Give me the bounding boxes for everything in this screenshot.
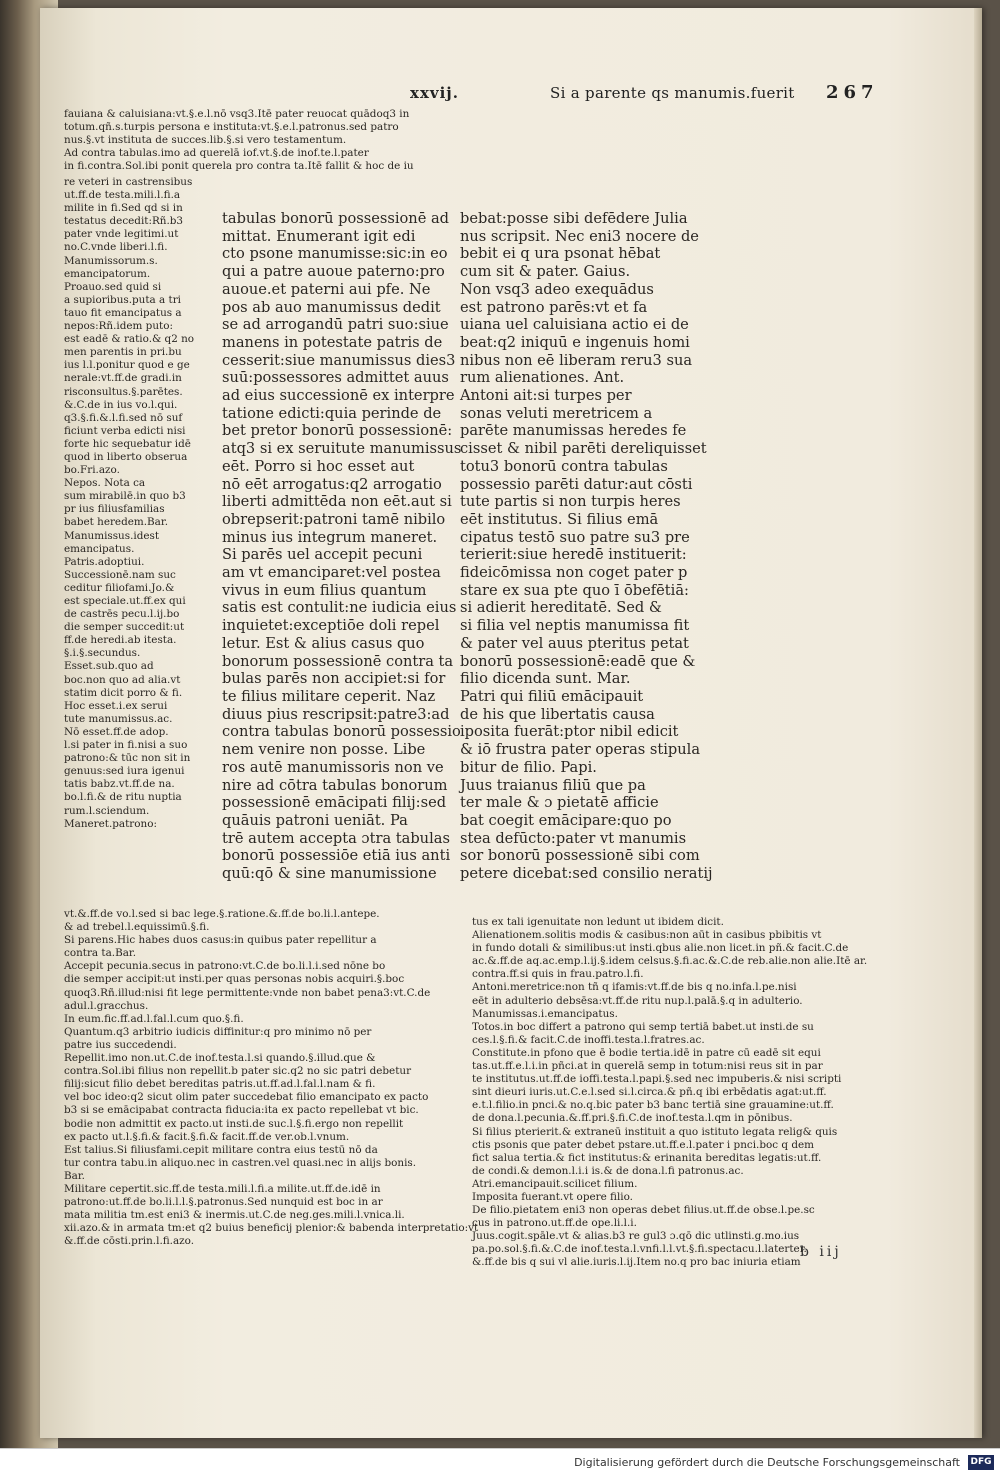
gloss-line: §.i.§.secundus. (64, 647, 141, 660)
gloss-line: Maneret.patrono: (64, 817, 157, 830)
gloss-line: & ad trebel.l.equissimū.§.fi. (64, 921, 210, 934)
text-line: ter male & ɔ pietatē afficie (460, 794, 659, 812)
gloss-line: Atri.emancipauit.scilicet filium. (472, 1177, 638, 1190)
gloss-line: De filio.pietatem eni3 non operas debet filius.ut.ff.de obse.l.pe.sc (472, 1204, 815, 1217)
gloss-right-column (472, 108, 912, 918)
gloss-line: de dona.l.pecunia.&.ff.pri.§.fi.C.de inof.testa.l.qm in pōnibus. (472, 1112, 793, 1125)
gloss-line: sum mirabilē.in quo b3 (64, 490, 186, 503)
text-line: fideicōmissa non coget pater p (460, 564, 688, 582)
gloss-line: in fundo dotali & similibus:ut insti.qbus alie.non licet.in pñ.& facit.C.de (472, 942, 849, 955)
text-line: eēt institutus. Si filius emā (460, 510, 659, 528)
text-line: sor bonorū possessionē sibi com (460, 847, 700, 865)
gloss-line: xii.azo.& in armata tm:et q2 buius beneficij plenior:& babenda interpretatio:vt (64, 1222, 479, 1235)
text-line: nem venire non posse. Libe (222, 741, 426, 759)
gloss-line: de condi.& demon.l.i.i is.& de dona.l.fi patronus.ac. (472, 1164, 744, 1177)
gloss-line: Nepos. Nota ca (64, 477, 146, 490)
gloss-line: die semper succedit:ut (64, 621, 185, 634)
text-line: nus scripsit. Nec eni3 nocere de (460, 227, 699, 245)
text-line: ad eius successionē ex interpre (222, 387, 455, 405)
text-line: beat:q2 iniquū e ingenuis homi (460, 333, 690, 351)
text-line: liberti admittēda non eēt.aut si (222, 493, 452, 511)
book-page (40, 8, 982, 1438)
text-line: quū:qō & sine manumissione (222, 865, 437, 883)
gloss-line: vt.&.ff.de vo.l.sed si bac lege.§.ratione.&.ff.de bo.li.l.antepe. (64, 908, 380, 920)
page-fore-edge (974, 8, 982, 1438)
gloss-top-block (64, 108, 464, 176)
text-line: bulas parēs non accipiet:si for (222, 670, 446, 688)
text-line: bonorum possessionē contra ta (222, 652, 454, 670)
text-line: de his que libertatis causa (460, 705, 655, 723)
gloss-line: tute manumissus.ac. (64, 712, 173, 725)
gloss-line: Juus.cogit.spāle.vt & alias.b3 re gul3 ɔ.qō dic utlinsti.g.mo.ius (472, 1230, 800, 1243)
gloss-line: tur contra tabu.in aliquo.nec in castren.vel quasi.nec in alijs bonis. (64, 1156, 417, 1169)
gloss-line: q3.§.fi.&.l.fi.sed nō suf (64, 411, 183, 424)
text-line: bonorū possessionē:eadē que & (460, 652, 696, 670)
gloss-line: Ad contra tabulas.imo ad querelā iof.vt.§.de inof.te.l.pater (64, 147, 369, 160)
text-line: sonas veluti meretricem a (460, 404, 653, 422)
text-line: & pater vel auus pteritus petat (460, 634, 689, 652)
gloss-line: Quantum.q3 arbitrio iudicis diffinitur:q pro minimo nō per (64, 1025, 372, 1038)
gloss-line: quoq3.Rñ.illud:nisi fit lege permittente:vnde non babet pena3:vt.C.de (64, 986, 431, 999)
text-line: te filius militare ceperit. Naz (222, 687, 436, 705)
gloss-line: Constitute.in pfono que ē bodie tertia.idē in patre cū eadē sit equi (472, 1046, 821, 1059)
gloss-line: Successionē.nam suc (64, 568, 176, 581)
gloss-line: men parentis in pri.bu (64, 346, 182, 359)
gloss-line: ut.ff.de testa.mili.l.fi.a (64, 189, 181, 202)
text-line: satis est contulit:ne iudicia eius (222, 599, 457, 617)
text-line: auoue.et paterni aui pfe. Ne (222, 280, 431, 298)
text-line: si adierit hereditatē. Sed & (460, 599, 662, 617)
text-line: Antoni ait:si turpes per (460, 387, 632, 405)
gloss-line: Repellit.imo non.ut.C.de inof.testa.l.si quando.§.illud.que & (64, 1052, 376, 1065)
gloss-line: eēt in adulterio debsēsa:vt.ff.de ritu nup.l.palā.§.q in adulterio. (472, 994, 803, 1007)
text-line: stare ex sua pte quo ī ōbefētiā: (460, 581, 689, 599)
main-text-column-1 (222, 210, 462, 910)
text-line: totu3 bonorū contra tabulas (460, 457, 668, 475)
gloss-line: statim dicit porro & fi. (64, 686, 183, 699)
text-line: cisset & nibil parēti dereliquisset (460, 440, 707, 458)
text-line: tabulas bonorū possessionē ad (222, 210, 450, 227)
gloss-line: milite in fi.Sed qd si in (64, 202, 183, 215)
gloss-line: Si filius pterierit.& extraneū instituit a quo istituto legata relig& quis (472, 1125, 838, 1138)
gloss-line: In eum.fic.ff.ad.l.fal.l.cum quo.§.fi. (64, 1012, 244, 1025)
text-line: iposita fuerāt:ptor nibil edicit (460, 723, 679, 741)
gloss-line: ces.l.§.fi.& facit.C.de inoffi.testa.l.fratres.ac. (472, 1033, 705, 1046)
text-line: terierit:siue heredē instituerit: (460, 546, 687, 564)
gloss-line: ff.de heredi.ab itesta. (64, 634, 177, 647)
gloss-line: Hoc esset.i.ex serui (64, 699, 168, 712)
text-line: nō eēt arrogatus:q2 arrogatio (222, 475, 442, 493)
gloss-line: ex pacto ut.l.§.fi.& facit.§.fi.& facit.ff.de ver.ob.l.vnum. (64, 1130, 350, 1143)
gloss-line: Antoni.meretrice:non tñ q ifamis:vt.ff.de bis q no.infa.l.pe.nisi (472, 981, 797, 994)
text-line: ros autē manumissoris non ve (222, 758, 444, 776)
text-line: letur. Est & alius casus quo (222, 634, 425, 652)
text-line: bet pretor bonorū possessionē: (222, 422, 453, 440)
gloss-line: emancipatus. (64, 542, 135, 555)
gloss-line: ctis psonis que pater debet pstare.ut.ff.e.l.pater i pnci.boc q dem (472, 1138, 814, 1151)
text-line: eēt. Porro si hoc esset aut (222, 457, 415, 475)
gloss-line: tauo fit emancipatus a (64, 306, 182, 319)
gloss-line: Manumissas.i.emancipatus. (472, 1007, 618, 1020)
gloss-line: forte hic sequebatur idē (64, 437, 191, 450)
gloss-line: de castrēs pecu.l.ij.bo (64, 608, 180, 621)
gloss-line: est eadē & ratio.& q2 no (64, 333, 195, 346)
gloss-line: rum.l.sciendum. (64, 804, 150, 817)
gloss-line: &.ff.de cōsti.prin.l.fi.azo. (64, 1235, 195, 1248)
funding-credit: Digitalisierung gefördert durch die Deutsche Forschungsgemeinschaft (574, 1456, 960, 1469)
gloss-bottom-left (64, 908, 479, 1253)
text-line: trē autem accepta ɔtra tabulas (222, 829, 450, 847)
gloss-line: Bar. (64, 1169, 85, 1182)
text-line: am vt emanciparet:vel postea (222, 564, 441, 582)
text-line: se ad arrogandū patri suo:siue (222, 316, 449, 334)
gloss-line: pr ius filiusfamilias (64, 503, 165, 516)
text-line: obrepserit:patroni tamē nibilo (222, 510, 446, 528)
text-line: Non vsq3 adeo exequādus (460, 280, 654, 298)
text-line: manens in potestate patris de (222, 333, 443, 351)
gloss-line: in fi.contra.Sol.ibi ponit querela pro contra ta.Itē fallit & hoc de iu (64, 160, 414, 173)
gloss-line: fict salua tertia.& fict institutus:& erinanita bereditas legatis:ut.ff. (472, 1151, 822, 1164)
gloss-line: ficiunt verba edicti nisi (64, 424, 186, 437)
gloss-line: ac.&.ff.de aq.ac.emp.l.ij.§.idem celsus.§.fi.ac.&.C.de reb.alie.non alie.Itē ar. (472, 955, 868, 968)
gloss-line: mata militia tm.est eni3 & inermis.ut.C.de neg.ges.mili.l.vnica.li. (64, 1209, 405, 1222)
gloss-line: vel boc ideo:q2 sicut olim pater succedebat filio emancipato ex pacto (64, 1091, 429, 1104)
gloss-line: Si parens.Hic habes duos casus:in quibus pater repellitur a (64, 934, 377, 947)
gloss-line: &.C.de in ius vo.l.qui. (64, 398, 178, 411)
gloss-line: Alienationem.solitis modis & casibus:non aūt in casibus pbibitis vt (472, 929, 822, 942)
gloss-line: no.C.vnde liberi.l.fi. (64, 241, 168, 254)
text-line: uiana uel caluisiana actio ei de (460, 316, 689, 334)
gloss-line: tus ex tali igenuitate non ledunt ut ibidem dicit. (472, 916, 724, 928)
text-line: qui a patre auoue paterno:pro (222, 263, 445, 281)
gloss-line: adul.l.gracchus. (64, 999, 149, 1012)
gloss-line: &.ff.de bis q sui vl alie.iuris.l.ij.Item no.q pro bac iniuria etiam (472, 1256, 801, 1269)
gloss-line: nus.§.vt instituta de succes.lib.§.si vero testamentum. (64, 134, 347, 147)
gloss-line: pa.po.sol.§.fi.&.C.de inof.testa.l.vnfi.l.l.vt.§.fi.spectacu.l.laterter. (472, 1243, 807, 1256)
gloss-line: babet heredem.Bar. (64, 516, 168, 529)
text-line: mittat. Enumerant igit edi (222, 227, 416, 245)
folio-number: 267 (826, 82, 879, 103)
gloss-line: totum.qñ.s.turpis persona e instituta:vt.§.e.l.patronus.sed patro (64, 121, 399, 134)
text-line: inquietet:exceptiōe doli repel (222, 617, 440, 635)
running-head (360, 80, 880, 110)
text-line: tute partis si non turpis heres (460, 493, 681, 511)
text-line: pos ab auo manumissus dedit (222, 298, 441, 316)
gloss-line: testatus decedit:Rñ.b3 (64, 215, 184, 228)
text-line: bebit ei q ura psonat hēbat (460, 245, 661, 263)
gloss-line: patrono:& tūc non sit in (64, 752, 191, 765)
gloss-line: patre ius succedendi. (64, 1038, 177, 1051)
text-line: bonorū possessiōe etiā ius anti (222, 847, 451, 865)
gloss-line: nerale:vt.ff.de gradi.in (64, 372, 182, 385)
gloss-line: filij:sicut filio debet bereditas patris.ut.ff.ad.l.fal.l.nam & fi. (64, 1078, 376, 1091)
text-line: cto psone manumisse:sic:in eo (222, 245, 448, 263)
text-line: petere dicebat:sed consilio neratij (460, 865, 713, 883)
text-line: bat coegit emācipare:quo po (460, 811, 672, 829)
gloss-line: Est talius.Si filiusfami.cepit militare contra eius testū nō da (64, 1143, 378, 1156)
gloss-line: Proauo.sed quid si (64, 280, 162, 293)
text-line: rum alienationes. Ant. (460, 369, 625, 387)
text-line: quāuis patroni ueniāt. Pa (222, 811, 408, 829)
text-line: est patrono parēs:vt et fa (460, 298, 648, 316)
text-line: contra tabulas bonorū possessio (222, 723, 461, 741)
gloss-line: te institutus.ut.ff.de ioffi.testa.l.papi.§.sed nec impuberis.& nisi scripti (472, 1073, 842, 1086)
gloss-line: Manumissus.idest (64, 529, 160, 542)
text-line: vivus in eum filius quantum (222, 581, 427, 599)
text-line: si filia vel neptis manumissa fit (460, 617, 690, 635)
gloss-line: re veteri in castrensibus (64, 176, 193, 188)
gloss-line: quod in liberto obserua (64, 450, 188, 463)
dfg-logo: DFG (968, 1455, 994, 1470)
text-line: bitur de filio. Papi. (460, 758, 597, 776)
gloss-line: cus in patrono.ut.ff.de ope.li.l.i. (472, 1217, 637, 1230)
gloss-line: e.t.l.filio.in pnci.& no.q.bic pater b3 banc tertiā sine grauamine:ut.ff. (472, 1099, 834, 1112)
gloss-line: bo.l.fi.& de ritu nuptia (64, 791, 182, 804)
text-line: Juus traianus filiū que pa (460, 776, 646, 794)
gloss-line: bo.Fri.azo. (64, 464, 120, 477)
text-line: parēte manumissas heredes fe (460, 422, 687, 440)
text-line: filio dicenda sunt. Mar. (460, 670, 631, 688)
text-line: bebat:posse sibi defēdere Julia (460, 210, 688, 227)
text-line: Si parēs uel accepit pecuni (222, 546, 423, 564)
gloss-line: a supioribus.puta a tri (64, 293, 182, 306)
text-line: cesserit:siue manumissus dies3 (222, 351, 456, 369)
gloss-line: contra ta.Bar. (64, 947, 137, 960)
gloss-line: ceditur filiofami.Jo.& (64, 581, 175, 594)
gloss-line: Imposita fuerant.vt opere filio. (472, 1190, 633, 1203)
gloss-line: Manumissorum.s. (64, 254, 158, 267)
text-line: minus ius integrum maneret. (222, 528, 438, 546)
text-line: possessionē emācipati filij:sed (222, 794, 447, 812)
gloss-line: Nō esset.ff.de adop. (64, 725, 169, 738)
text-line: possessio parēti datur:aut cōsti (460, 475, 693, 493)
gloss-line: l.si pater in fi.nisi a suo (64, 739, 188, 752)
gloss-line: boc.non quo ad alia.vt (64, 673, 181, 686)
gloss-bottom-right (472, 916, 912, 1269)
gloss-line: Militare cepertit.sic.ff.de testa.mili.l.fi.a milite.ut.ff.de.idē in (64, 1182, 381, 1195)
running-title: Si a parente qs manumis.fuerit (550, 84, 795, 102)
gloss-line: emancipatorum. (64, 267, 151, 280)
gloss-line: bodie non admittit ex pacto.ut insti.de suc.l.§.fi.ergo non repellit (64, 1117, 404, 1130)
gloss-line: fauiana & caluisiana:vt.§.e.l.nō vsq3.Itē pater reuocat quādoq3 in (64, 108, 410, 120)
text-line: Patri qui filiū emācipauit (460, 687, 644, 705)
text-line: tatione edicti:quia perinde de (222, 404, 442, 422)
gloss-line: tatis babz.vt.ff.de na. (64, 778, 175, 791)
text-line: diuus pius rescripsit:patre3:ad (222, 705, 450, 723)
text-line: cipatus testō suo patre su3 pre (460, 528, 690, 546)
gloss-line: genuus:sed iura igenui (64, 765, 185, 778)
gloss-line: Patris.adoptiui. (64, 555, 145, 568)
text-line: nibus non eē liberam reru3 sua (460, 351, 693, 369)
gloss-line: die semper accipit:ut insti.per quas personas nobis acquiri.§.boc (64, 973, 405, 986)
gathering-mark: xxvij. (410, 84, 459, 102)
gloss-line: contra.Sol.ibi filius non repellit.b pater sic.q2 no sic patri debetur (64, 1065, 412, 1078)
gloss-line: Accepit pecunia.secus in patrono:vt.C.de bo.li.l.i.sed nōne bo (64, 960, 386, 973)
gloss-line: contra.ff.si quis in frau.patro.l.fi. (472, 968, 644, 981)
gloss-line: Totos.in boc differt a patrono qui semp tertiā babet.ut insti.de su (472, 1020, 814, 1033)
signature-catchword: b iij (800, 1244, 842, 1260)
gloss-line: risconsultus.§.parētes. (64, 385, 183, 398)
text-line: nire ad cōtra tabulas bonorum (222, 776, 448, 794)
gloss-line: b3 si se emācipabat contracta fiducia:ita ex pacto repellebat vt bic. (64, 1104, 419, 1117)
text-line: & iō frustra pater operas stipula (460, 741, 701, 759)
text-line: atq3 si ex seruitute manumissus (222, 440, 462, 458)
gloss-line: Esset.sub.quo ad (64, 660, 154, 673)
gloss-line: pater vnde legitimi.ut (64, 228, 179, 241)
text-line: cum sit & pater. Gaius. (460, 263, 631, 281)
text-line: suū:possessores admittet auus (222, 369, 449, 387)
gloss-line: nepos:Rñ.idem puto: (64, 320, 173, 333)
gloss-line: patrono:ut.ff.de bo.li.l.l.§.patronus.Sed nunquid est boc in ar (64, 1196, 383, 1209)
gloss-line: ius l.l.ponitur quod e ge (64, 359, 190, 372)
footer-bar (0, 1448, 1000, 1477)
gloss-left-column (64, 176, 214, 916)
gloss-line: tas.ut.ff.e.l.i.in pñci.at in querelā semp in totum:nisi reus sit in par (472, 1060, 823, 1073)
gloss-line: sint dieuri iuris.ut.C.e.l.sed si.l.circa.& pñ.q ibi erbēdatis agat:ut.ff. (472, 1086, 827, 1099)
text-line: stea defūcto:pater vt manumis (460, 829, 687, 847)
gloss-line: est speciale.ut.ff.ex qui (64, 595, 186, 607)
